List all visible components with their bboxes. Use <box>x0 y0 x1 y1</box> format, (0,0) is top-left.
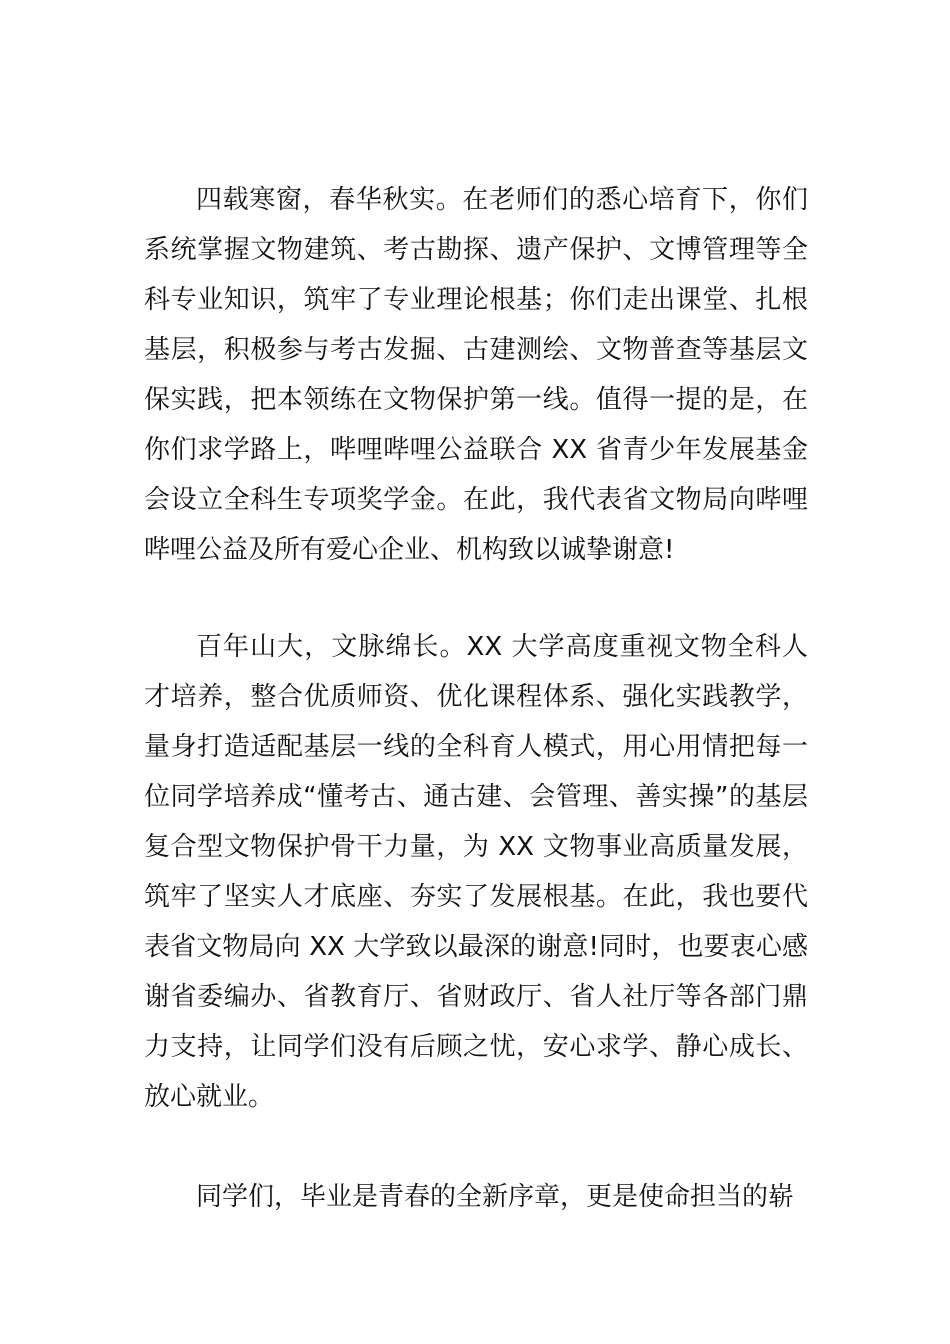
paragraph-scholarship-thanks: 四载寒窗，春华秋实。在老师们的悉心培育下，你们系统掌握文物建筑、考古勘探、遗产保护、文博管理等全科专业知识，筑牢了专业理论根基；你们走出课堂、扎根基层，积极参与考古发掘、古建测绘、文物普查等基层文保实践，把本领练在文物保护第一线。值得一提的是，在你们求学路上，哔哩哔哩公益联合 XX 省青少年发展基金会设立全科生专项奖学金。在此，我代表省文物局向哔哩哔哩公益及所有爱心企业、机构致以诚挚谢意! <box>144 185 808 565</box>
paragraph-graduates-address: 同学们，毕业是青春的全新序章，更是使命担当的崭 <box>196 1182 795 1212</box>
paragraph-university-thanks: 百年山大，文脉绵长。XX 大学高度重视文物全科人才培养，整合优质师资、优化课程体系、强化实践教学，量身打造适配基层一线的全科育人模式，用心用情把每一位同学培养成“懂考古、通古建、会管理、善实操”的基层复合型文物保护骨干力量，为 XX 文物事业高质量发展，筑牢了坚实人才底座、夯实了发展根基。在此，我也要代表省文物局向 XX 大学致以最深的谢意!同时，也要衷心感谢省委编办、省教育厅、省财政厅、省人社厅等各部门鼎力支持，让同学们没有后顾之忧，安心求学、静心成长、放心就业。 <box>144 632 808 1112</box>
